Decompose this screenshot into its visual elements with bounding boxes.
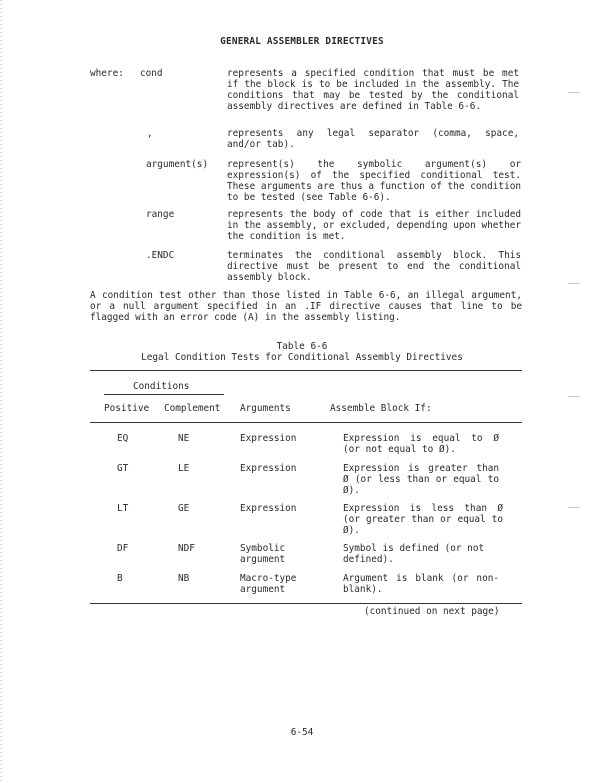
table-number: Table 6-6 <box>276 341 328 352</box>
table-cell-arguments: Expression <box>240 463 297 474</box>
table-header-arguments: Arguments <box>240 403 291 414</box>
page-number: 6-54 <box>290 727 314 738</box>
table-cell-arguments: Expression <box>240 433 297 444</box>
table-top-rule <box>90 370 522 371</box>
table-caption: Legal Condition Tests for Conditional Assembly Directives <box>141 352 463 363</box>
left-margin-ticks <box>0 0 2 783</box>
table-group-header-conditions: Conditions <box>133 381 190 392</box>
definition-term-separator: , <box>147 128 153 139</box>
table-cell-complement: NB <box>178 573 190 584</box>
table-cell-assemble: Expression is equal to Ø (or not equal to Ø). <box>343 433 499 455</box>
definition-text-arguments: represent(s) the symbolic argument(s) or expression(s) of the specified conditional test. These arguments are thus a function of the condition to be tested (see Table 6-6). <box>227 159 521 203</box>
table-header-complement: Complement <box>164 403 221 414</box>
table-header-assemble: Assemble Block If: <box>330 403 432 414</box>
table-cell-arguments: Expression <box>240 503 297 514</box>
table-cell-positive: B <box>117 573 123 584</box>
table-cell-arguments: Macro-type argument <box>240 573 297 595</box>
table-cell-complement: NE <box>178 433 190 444</box>
table-header-positive: Positive <box>104 403 150 414</box>
table-cell-positive: GT <box>117 463 129 474</box>
table-cell-complement: GE <box>178 503 190 514</box>
definition-term-endc: .ENDC <box>146 250 175 261</box>
definition-text-range: represents the body of code that is either included in the assembly, or excluded, depending upon whether the condition is met. <box>227 209 521 242</box>
body-paragraph: A condition test other than those listed in Table 6-6, an illegal argument, or a null argument specified in an .IF directive causes that line to be flagged with an error code (A) in the assembly listing. <box>90 290 522 323</box>
margin-mark <box>568 283 580 284</box>
table-cell-assemble: Symbol is defined (or not defined). <box>343 543 485 565</box>
table-cell-arguments: Symbolic argument <box>240 543 286 565</box>
margin-mark <box>568 507 580 508</box>
page-title: GENERAL ASSEMBLER DIRECTIVES <box>220 36 384 47</box>
table-cell-assemble: Expression is greater than Ø (or less than or equal to Ø). <box>343 463 499 496</box>
where-label: where: <box>90 68 124 79</box>
definition-text-separator: represents any legal separator (comma, space, and/or tab). <box>227 128 519 150</box>
table-cell-assemble: Expression is less than Ø (or greater than or equal to Ø). <box>343 503 503 536</box>
definition-term-range: range <box>146 209 175 220</box>
table-group-rule <box>104 394 224 395</box>
table-cell-positive: LT <box>117 503 129 514</box>
table-cell-assemble: Argument is blank (or non-blank). <box>343 573 499 595</box>
definition-term-cond: cond <box>140 68 163 79</box>
margin-mark <box>568 92 580 93</box>
table-header-rule <box>90 422 522 423</box>
table-cell-positive: EQ <box>117 433 129 444</box>
table-bottom-rule <box>90 603 522 604</box>
table-cell-positive: DF <box>117 543 129 554</box>
margin-mark <box>568 396 580 397</box>
definition-text-endc: terminates the conditional assembly block. This directive must be present to end the conditional assembly block. <box>227 250 521 283</box>
definition-text-cond: represents a specified condition that must be met if the block is to be included in the assembly. The conditions that may be tested by the conditional assembly directives are defined in Table 6-6. <box>227 68 519 112</box>
table-cell-complement: LE <box>178 463 190 474</box>
table-continued-note: (continued on next page) <box>364 606 500 617</box>
definition-term-arguments: argument(s) <box>146 159 209 170</box>
table-cell-complement: NDF <box>178 543 195 554</box>
